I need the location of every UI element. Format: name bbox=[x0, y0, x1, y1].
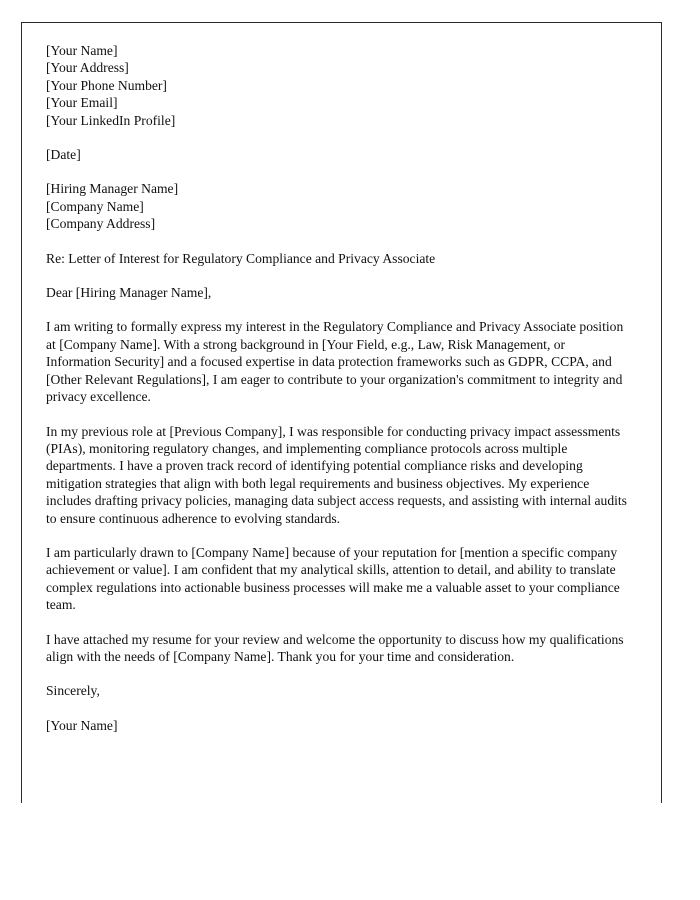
recipient-company-address: [Company Address] bbox=[46, 216, 156, 232]
document-sheet bbox=[21, 22, 662, 803]
sender-phone: [Your Phone Number] bbox=[46, 77, 167, 93]
salutation: Dear [Hiring Manager Name], bbox=[46, 285, 212, 301]
letter-body bbox=[22, 23, 661, 734]
date-block bbox=[46, 146, 631, 163]
sender-email: [Your Email] bbox=[46, 95, 118, 111]
closing-salutation: Sincerely, bbox=[46, 683, 100, 699]
recipient-company-name: [Company Name] bbox=[46, 198, 144, 214]
sender-linkedin: [Your LinkedIn Profile] bbox=[46, 112, 176, 128]
body-paragraph-4: I have attached my resume for your review and welcome the opportunity to discuss how my qualifications align with the needs of [Company Name]. Thank you for your time and consideration. bbox=[46, 631, 627, 664]
body-paragraph-2: In my previous role at [Previous Company], I was responsible for conducting privacy impact assessments (PIAs), monitoring regulatory changes, and implementing compliance protocols across multiple departments. I have a proven track record of identifying potential compliance risks and developing mitigation strategies that align with both legal requirements and business objectives. My experience includes drafting privacy policies, managing data subject access requests, and assisting with internal audits to ensure continuous adherence to evolving standards. bbox=[46, 423, 631, 526]
recipient-block bbox=[46, 180, 631, 232]
letter-date: [Date] bbox=[46, 147, 81, 163]
sender-block bbox=[46, 42, 631, 129]
signature-name: [Your Name] bbox=[46, 717, 118, 733]
body-paragraph-3: I am particularly drawn to [Company Name] because of your reputation for [mention a specific company achievement or value]. I am confident that my analytical skills, attention to detail, and ability to translate complex regulations into actionable business processes will make me a valuable asset to your compliance team. bbox=[46, 544, 624, 613]
body-paragraph-1: I am writing to formally express my interest in the Regulatory Compliance and Privacy Associate position at [Company Name]. With a strong background in [Your Field, e.g., Law, Risk Management, or Information Security] and a focused expertise in data protection frameworks such as GDPR, CCPA, and [Other Relevant Regulations], I am eager to contribute to your organization's commitment to integrity and privacy excellence. bbox=[46, 319, 627, 405]
recipient-hiring-manager: [Hiring Manager Name] bbox=[46, 181, 179, 197]
subject-line: Re: Letter of Interest for Regulatory Compliance and Privacy Associate bbox=[46, 250, 436, 266]
sender-address: [Your Address] bbox=[46, 60, 129, 76]
sender-name: [Your Name] bbox=[46, 43, 118, 58]
